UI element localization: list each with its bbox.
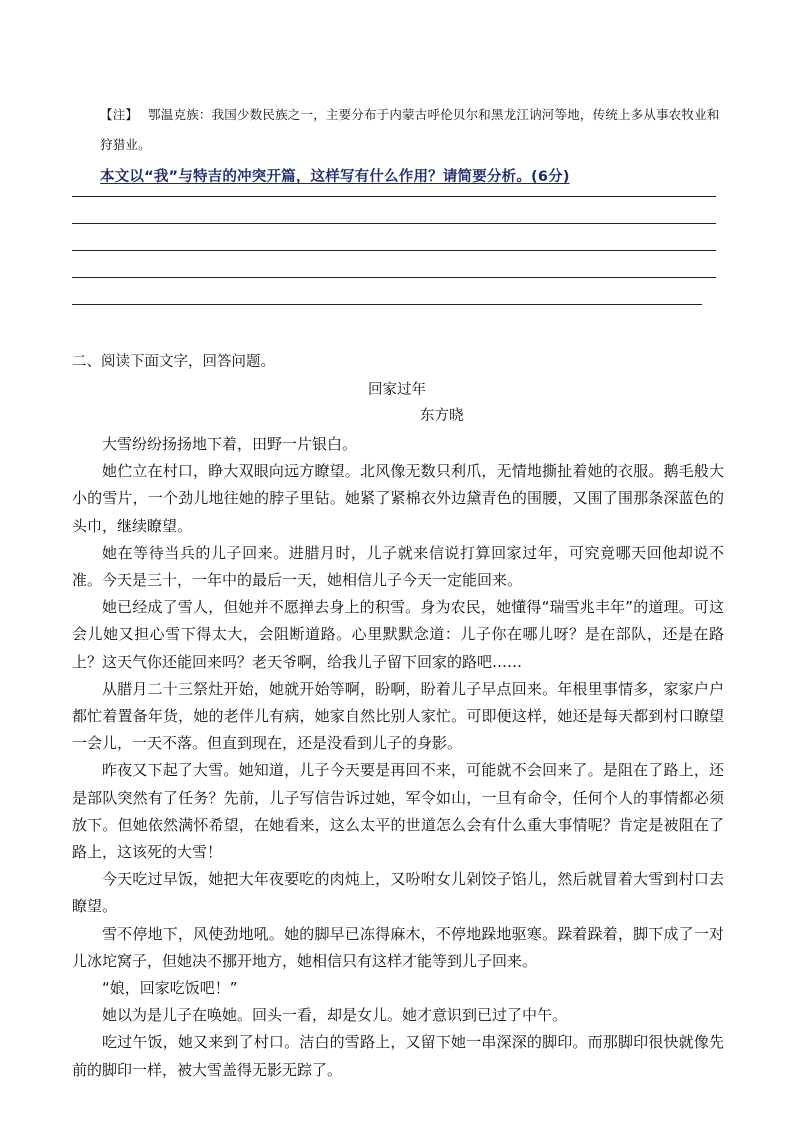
footnote-label: 【注】: [100, 107, 139, 122]
story-author: 东方晓: [420, 408, 464, 424]
question-prompt: 本文以“我”与特吉的冲突开篇，这样写有什么作用？请简要分析。(6分): [100, 169, 570, 185]
footnote-text: 鄂温克族：我国少数民族之一，主要分布于内蒙古呼伦贝尔和黑龙江讷河等地，传统上多从事农牧业和狩猎业。: [100, 107, 720, 152]
story-paragraph: 大雪纷纷扬扬地下着，田野一片银白。: [102, 435, 358, 453]
story-paragraph: 雪不停地下，风使劲地吼。她的脚早已冻得麻木，不停地跺地驱寒。跺着跺着，脚下成了一对儿冰坨窝子，但她决不挪开地方，她相信只有这样才能等到儿子回来。: [72, 924, 724, 970]
story-paragraph: 从腊月二十三祭灶开始，她就开始等啊，盼啊，盼着儿子早点回来。年根里事情多，家家户户都忙着置备年货，她的老伴儿有病，她家自然比别人家忙。可即便这样，她还是每天都到村口瞭望一会儿，一天不落。但直到现在，还是没看到儿子的身影。: [72, 679, 724, 753]
story-paragraph: 她伫立在村口，睁大双眼向远方瞭望。北风像无数只利爪，无情地撕扯着她的衣服。鹅毛般大小的雪片，一个劲儿地往她的脖子里钻。她紧了紧棉衣外边黛青色的围腰，又围了围那条深蓝色的头巾，继续瞭望。: [72, 462, 724, 535]
answer-line[interactable]: [72, 304, 702, 305]
story-paragraph: 今天吃过早饭，她把大年夜要吃的肉炖上，又吩咐女儿剁饺子馅儿，然后就冒着大雪到村口去瞭望。: [72, 870, 724, 916]
story-paragraph: “娘，回家吃饭吧！”: [102, 979, 238, 998]
answer-line[interactable]: [72, 277, 716, 278]
section-heading: 二、阅读下面文字，回答问题。: [72, 354, 275, 370]
story-paragraph: 她以为是儿子在唤她。回头一看，却是女儿。她才意识到已过了中午。: [102, 1006, 568, 1025]
answer-line[interactable]: [72, 223, 716, 224]
story-paragraph: 她已经成了雪人，但她并不愿掸去身上的积雪。身为农民，她懂得“瑞雪兆丰年”的道理。可这会儿她又担心雪下得太大，会阻断道路。心里默默念道：儿子你在哪儿呀？是在部队，还是在路上？这天气你还能回来吗？老天爷啊，给我儿子留下回家的路吧……: [72, 598, 724, 671]
story-body: [72, 431, 724, 1084]
story-paragraph: 她在等待当兵的儿子回来。进腊月时，儿子就来信说打算回家过年，可究竟哪天回他却说不准。今天是三十，一年中的最后一天，她相信儿子今天一定能回来。: [72, 543, 724, 590]
story-paragraph: 昨夜又下起了大雪。她知道，儿子今天要是再回不来，可能就不会回来了。是阻在了路上，还是部队突然有了任务？先前，儿子写信告诉过她，军令如山，一旦有命令，任何个人的事情都必须放下。但她依然满怀希望，在她看来，这么太平的世道怎么会有什么重大事情呢？肯定是被阻在了路上，这该死的大雪！: [72, 761, 724, 862]
story-title: 回家过年: [368, 382, 426, 398]
answer-area[interactable]: [72, 196, 716, 331]
answer-line[interactable]: [72, 196, 716, 197]
answer-line[interactable]: [72, 250, 716, 251]
story-paragraph: 吃过午饭，她又来到了村口。洁白的雪路上，又留下她一串深深的脚印。而那脚印很快就像先前的脚印一样，被大雪盖得无影无踪了。: [72, 1033, 724, 1079]
footnote: [100, 100, 724, 160]
